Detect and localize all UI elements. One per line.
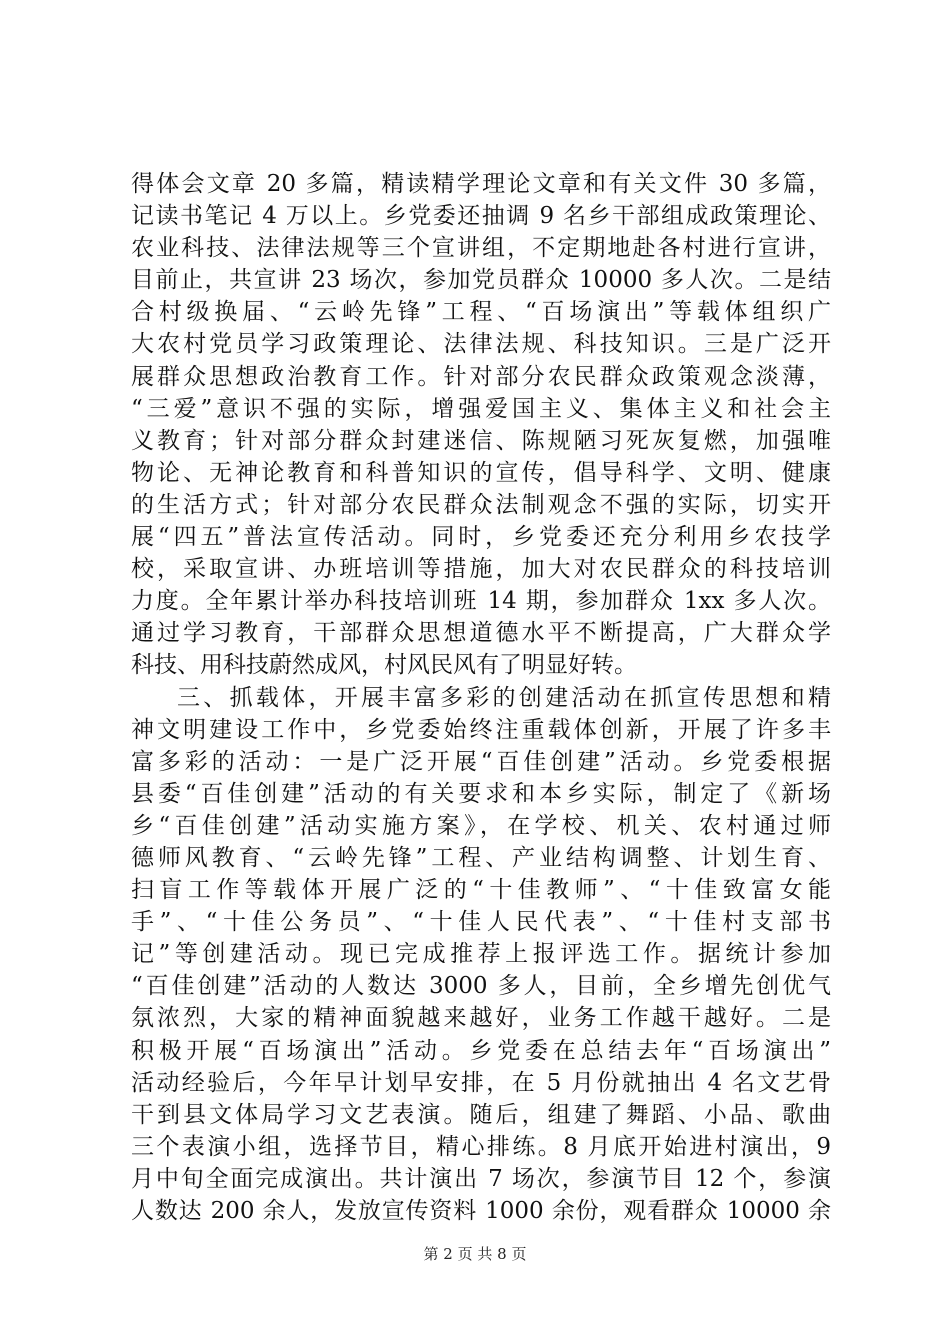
text-line: 展“四五”普法宣传活动。同时，乡党委还充分利用乡农技学: [131, 524, 831, 551]
text-line: “三爱”意识不强的实际，增强爱国主义、集体主义和社会主: [131, 395, 831, 422]
text-line: 三、抓载体，开展丰富多彩的创建活动在抓宣传思想和精: [177, 684, 831, 711]
text-line: 记读书笔记 4 万以上。乡党委还抽调 9 名乡干部组成政策理论、: [131, 203, 831, 230]
text-line: 的生活方式；针对部分农民群众法制观念不强的实际，切实开: [131, 491, 831, 518]
text-line: 氛浓烈，大家的精神面貌越来越好，业务工作越干越好。二是: [131, 1005, 831, 1032]
text-line: 手”、“十佳公务员”、“十佳人民代表”、“十佳村支部书: [131, 909, 831, 936]
text-line: 干到县文体局学习文艺表演。随后，组建了舞蹈、小品、歌曲: [131, 1101, 831, 1128]
text-line: 积极开展“百场演出”活动。乡党委在总结去年“百场演出”: [131, 1037, 831, 1064]
text-line: 物论、无神论教育和科普知识的宣传，倡导科学、文明、健康: [131, 459, 831, 486]
text-line: 县委“百佳创建”活动的有关要求和本乡实际，制定了《新场: [131, 780, 831, 807]
page-footer: 第 2 页 共 8 页: [423, 1245, 527, 1263]
text-line: 大农村党员学习政策理论、法律法规、科技知识。三是广泛开: [131, 331, 831, 358]
text-line: 记”等创建活动。现已完成推荐上报评选工作。据统计参加: [131, 941, 831, 968]
text-line: 目前止，共宣讲 23 场次，参加党员群众 10000 多人次。二是结: [131, 267, 831, 294]
text-line: 乡“百佳创建”活动实施方案》，在学校、机关、农村通过师: [131, 812, 831, 839]
text-line: 活动经验后，今年早计划早安排，在 5 月份就抽出 4 名文艺骨: [131, 1069, 831, 1096]
text-line: 月中旬全面完成演出。共计演出 7 场次，参演节目 12 个，参演: [131, 1165, 831, 1192]
text-line: 扫盲工作等载体开展广泛的“十佳教师”、“十佳致富女能: [131, 877, 831, 904]
text-line: 富多彩的活动：一是广泛开展“百佳创建”活动。乡党委根据: [131, 748, 831, 775]
text-line: “百佳创建”活动的人数达 3000 多人，目前，全乡增先创优气: [131, 973, 831, 1000]
text-line: 农业科技、法律法规等三个宣讲组，不定期地赴各村进行宣讲，: [131, 235, 831, 262]
text-line: 力度。全年累计举办科技培训班 14 期，参加群众 1xx 多人次。: [131, 588, 831, 615]
text-line: 得体会文章 20 多篇，精读精学理论文章和有关文件 30 多篇，: [131, 171, 831, 197]
text-line: 三个表演小组，选择节目，精心排练。8 月底开始进村演出，9: [131, 1133, 831, 1160]
text-line: 义教育；针对部分群众封建迷信、陈规陋习死灰复燃，加强唯: [131, 427, 831, 454]
body-text: [131, 168, 831, 1227]
text-line: 德师风教育、“云岭先锋”工程、产业结构调整、计划生育、: [131, 844, 831, 871]
text-line: 神文明建设工作中，乡党委始终注重载体创新，开展了许多丰: [131, 716, 831, 743]
text-line: 人数达 200 余人，发放宣传资料 1000 余份，观看群众 10000 余: [131, 1198, 831, 1224]
text-line: 合村级换届、“云岭先锋”工程、“百场演出”等载体组织广: [131, 299, 831, 326]
text-line: 校，采取宣讲、办班培训等措施，加大对农民群众的科技培训: [131, 556, 831, 583]
text-line: 展群众思想政治教育工作。针对部分农民群众政策观念淡薄，: [131, 363, 831, 390]
text-line: 科技、用科技蔚然成风，村风民风有了明显好转。: [131, 652, 637, 679]
text-line: 通过学习教育，干部群众思想道德水平不断提高，广大群众学: [131, 620, 831, 647]
